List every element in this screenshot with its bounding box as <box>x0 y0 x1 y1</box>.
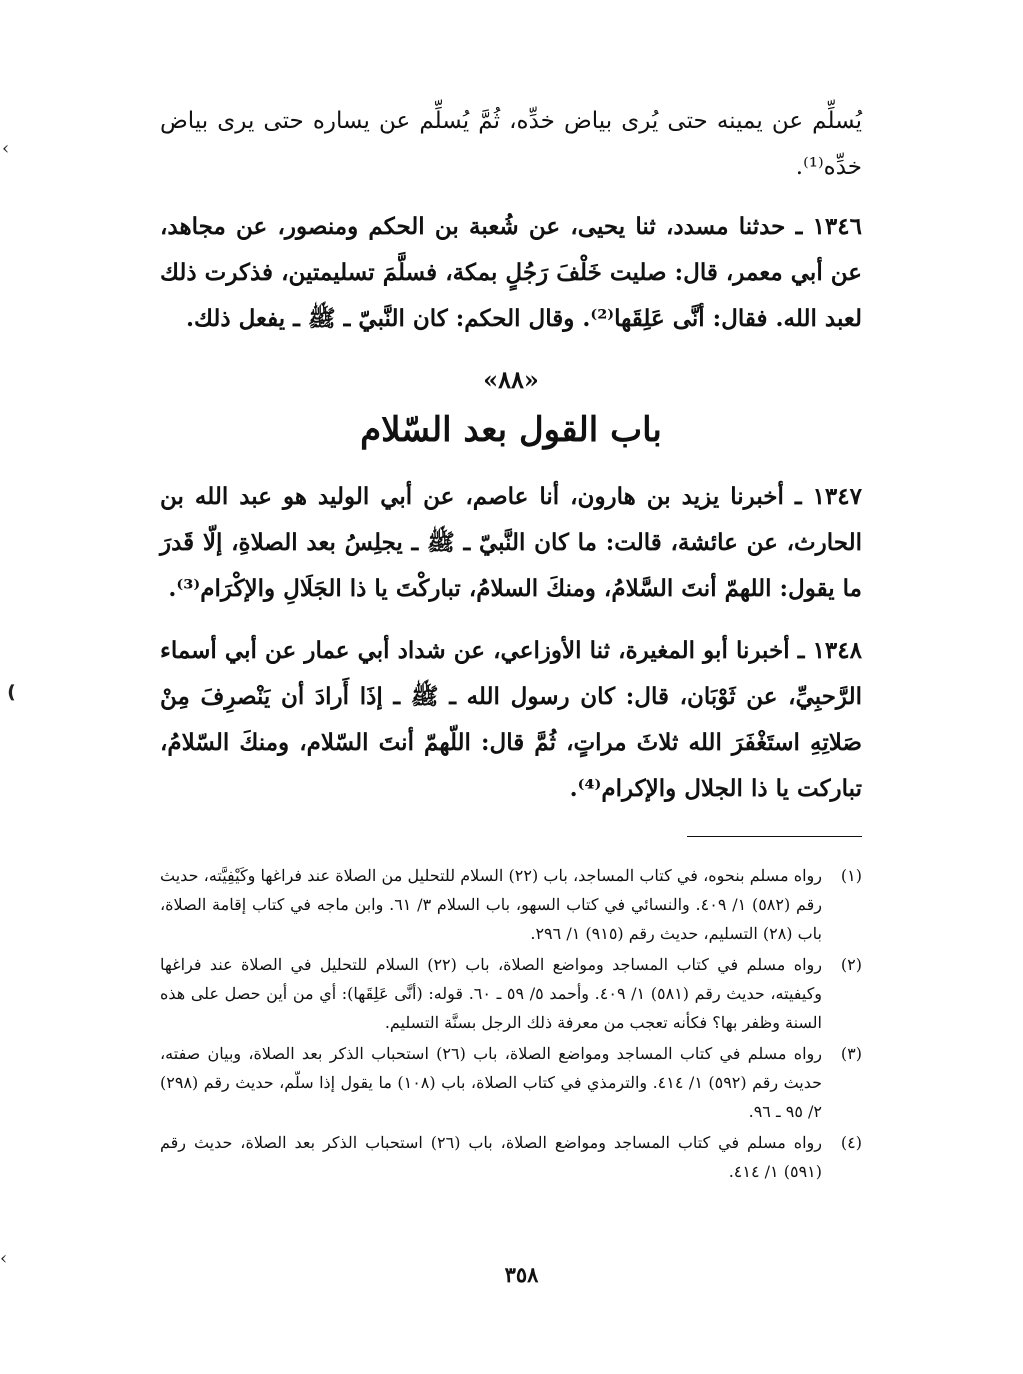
footnote-number: (٤) <box>840 1133 862 1152</box>
previous-hadith-end: يُسلِّم عن يمينه حتى يُرى بياض خدِّه، ثُمَّ يُسلِّم عن يساره حتى يرى بياض خدِّه⁽¹⁾. <box>160 108 862 180</box>
margin-mark: ‹ <box>0 1248 8 1269</box>
footnote <box>160 861 862 948</box>
page-number: ٣٥٨ <box>504 1262 539 1287</box>
footnote <box>160 1128 862 1186</box>
footnote-text: رواه مسلم في كتاب المساجد ومواضع الصلاة، باب (٢٦) استحباب الذكر بعد الصلاة، وبيان صفته، حديث رقم (٥٩٢) ١/ ٤١٤. والترمذي في كتاب الصلاة، باب (١٠٨) ما يقول إذا سلّم، حديث رقم (٢٩٨) ٢/ ٩٥ ـ ٩٦. <box>160 1044 823 1121</box>
hadith-1348: ١٣٤٨ ـ أخبرنا أبو المغيرة، ثنا الأوزاعي، عن شداد أبي عمار عن أبي أسماء الرَّحبِيِّ، عن ثَوْبَان، قال: كان رسول الله ـ ﷺ ـ إذَا أَرادَ أن يَنْصرِفَ مِنْ صَلاتِهِ استَغْفَرَ الله ثلاثَ مراتٍ، ثُمَّ قال: اللّهمّ أنتَ السّلام، ومنكَ السّلامُ، تباركت يا ذا الجلال والإكرام⁽⁴⁾. <box>160 637 862 802</box>
footnote-number: (٢) <box>840 955 862 974</box>
hadith-1347: ١٣٤٧ ـ أخبرنا يزيد بن هارون، أنا عاصم، عن أبي الوليد هو عبد الله بن الحارث، عن عائشة، قالت: ما كان النَّبيّ ـ ﷺ ـ يجلِسُ بعد الصلاةِ، إلّا قَدرَ ما يقول: اللهمّ أنتَ السَّلامُ، ومنكَ السلامُ، تباركْتَ يا ذا الجَلَالِ والإكْرَام⁽³⁾. <box>160 483 862 602</box>
chapter-title: باب القول بعد السّلام <box>360 410 662 450</box>
footnote-text: رواه مسلم بنحوه، في كتاب المساجد، باب (٢٢) السلام للتحليل من الصلاة عند فراغها وكَيْفِيَّته، حديث رقم (٥٨٢) ١/ ٤٠٩. والنسائي في كتاب السهو، باب السلام ٣/ ٦١. وابن ماجه في كتاب إقامة الصلاة، باب (٢٨) التسليم، حديث رقم (٩١٥) ١/ ٢٩٦. <box>160 866 823 943</box>
chapter-number: «٨٨» <box>483 365 539 394</box>
footnote-number: (١) <box>840 866 862 885</box>
footnote-text: رواه مسلم في كتاب المساجد ومواضع الصلاة، باب (٢٢) السلام للتحليل في الصلاة عند فراغها وكيفيته، حديث رقم (٥٨١) ١/ ٤٠٩. وأحمد ٥/ ٥٩ ـ ٦٠. قوله: (أنَّى عَلِقَها): أي من أين حصل على هذه السنة وظفر بها؟ فكأنه تعجب من معرفة ذلك الرجل بسنَّة التسليم. <box>160 955 823 1032</box>
footnote-number: (٣) <box>840 1044 862 1063</box>
page-content <box>160 98 862 1188</box>
margin-mark: ❪ <box>4 682 20 703</box>
hadith-1346: ١٣٤٦ ـ حدثنا مسدد، ثنا يحيى، عن شُعبة بن الحكم ومنصور، عن مجاهد، عن أبي معمر، قال: صليت خَلْفَ رَجُلٍ بمكة، فسلَّمَ تسليمتين، فذكرت ذلك لعبد الله. فقال: أنَّى عَلِقَها⁽²⁾. وقال الحكم: كان النَّبيّ ـ ﷺ ـ يفعل ذلك. <box>160 213 862 332</box>
footnote-separator <box>687 836 862 837</box>
margin-mark: ‹ <box>2 138 10 159</box>
footnote <box>160 1039 862 1126</box>
footnotes <box>160 861 862 1186</box>
footnote-text: رواه مسلم في كتاب المساجد ومواضع الصلاة، باب (٢٦) استحباب الذكر بعد الصلاة، حديث رقم (٥٩١) ١/ ٤١٤. <box>160 1133 823 1181</box>
footnote <box>160 950 862 1037</box>
